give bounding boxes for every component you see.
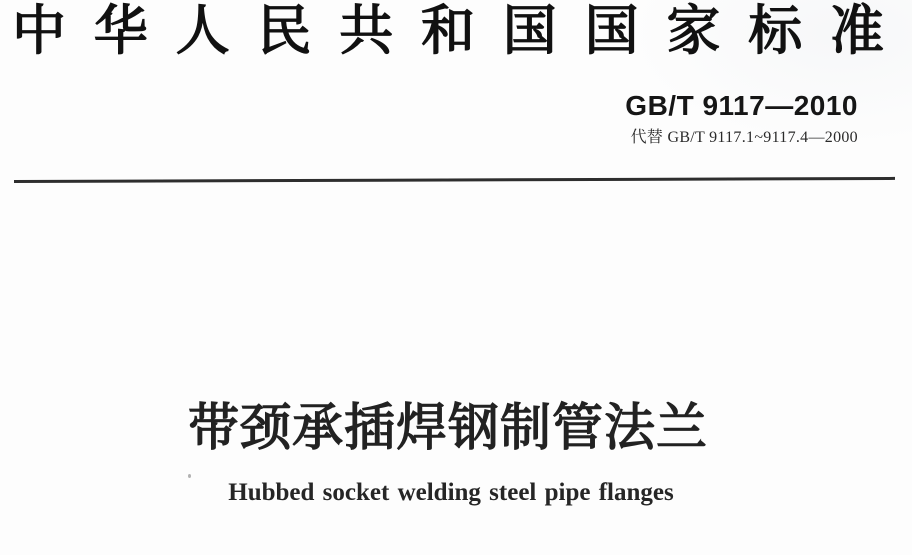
standard-code-block	[625, 91, 858, 147]
scan-speck	[188, 474, 191, 478]
supersedes-note: 代替 GB/T 9117.1~9117.4—2000	[630, 128, 858, 146]
header-divider-rule	[14, 177, 895, 183]
national-standard-banner: 中华人民共和国国家标准	[12, 1, 884, 61]
document-title-zh: 带颈承插焊钢制管法兰	[187, 399, 708, 456]
standard-code: GB/T 9117—2010	[625, 90, 858, 121]
document-title-en: Hubbed socket welding steel pipe flanges	[228, 479, 674, 506]
